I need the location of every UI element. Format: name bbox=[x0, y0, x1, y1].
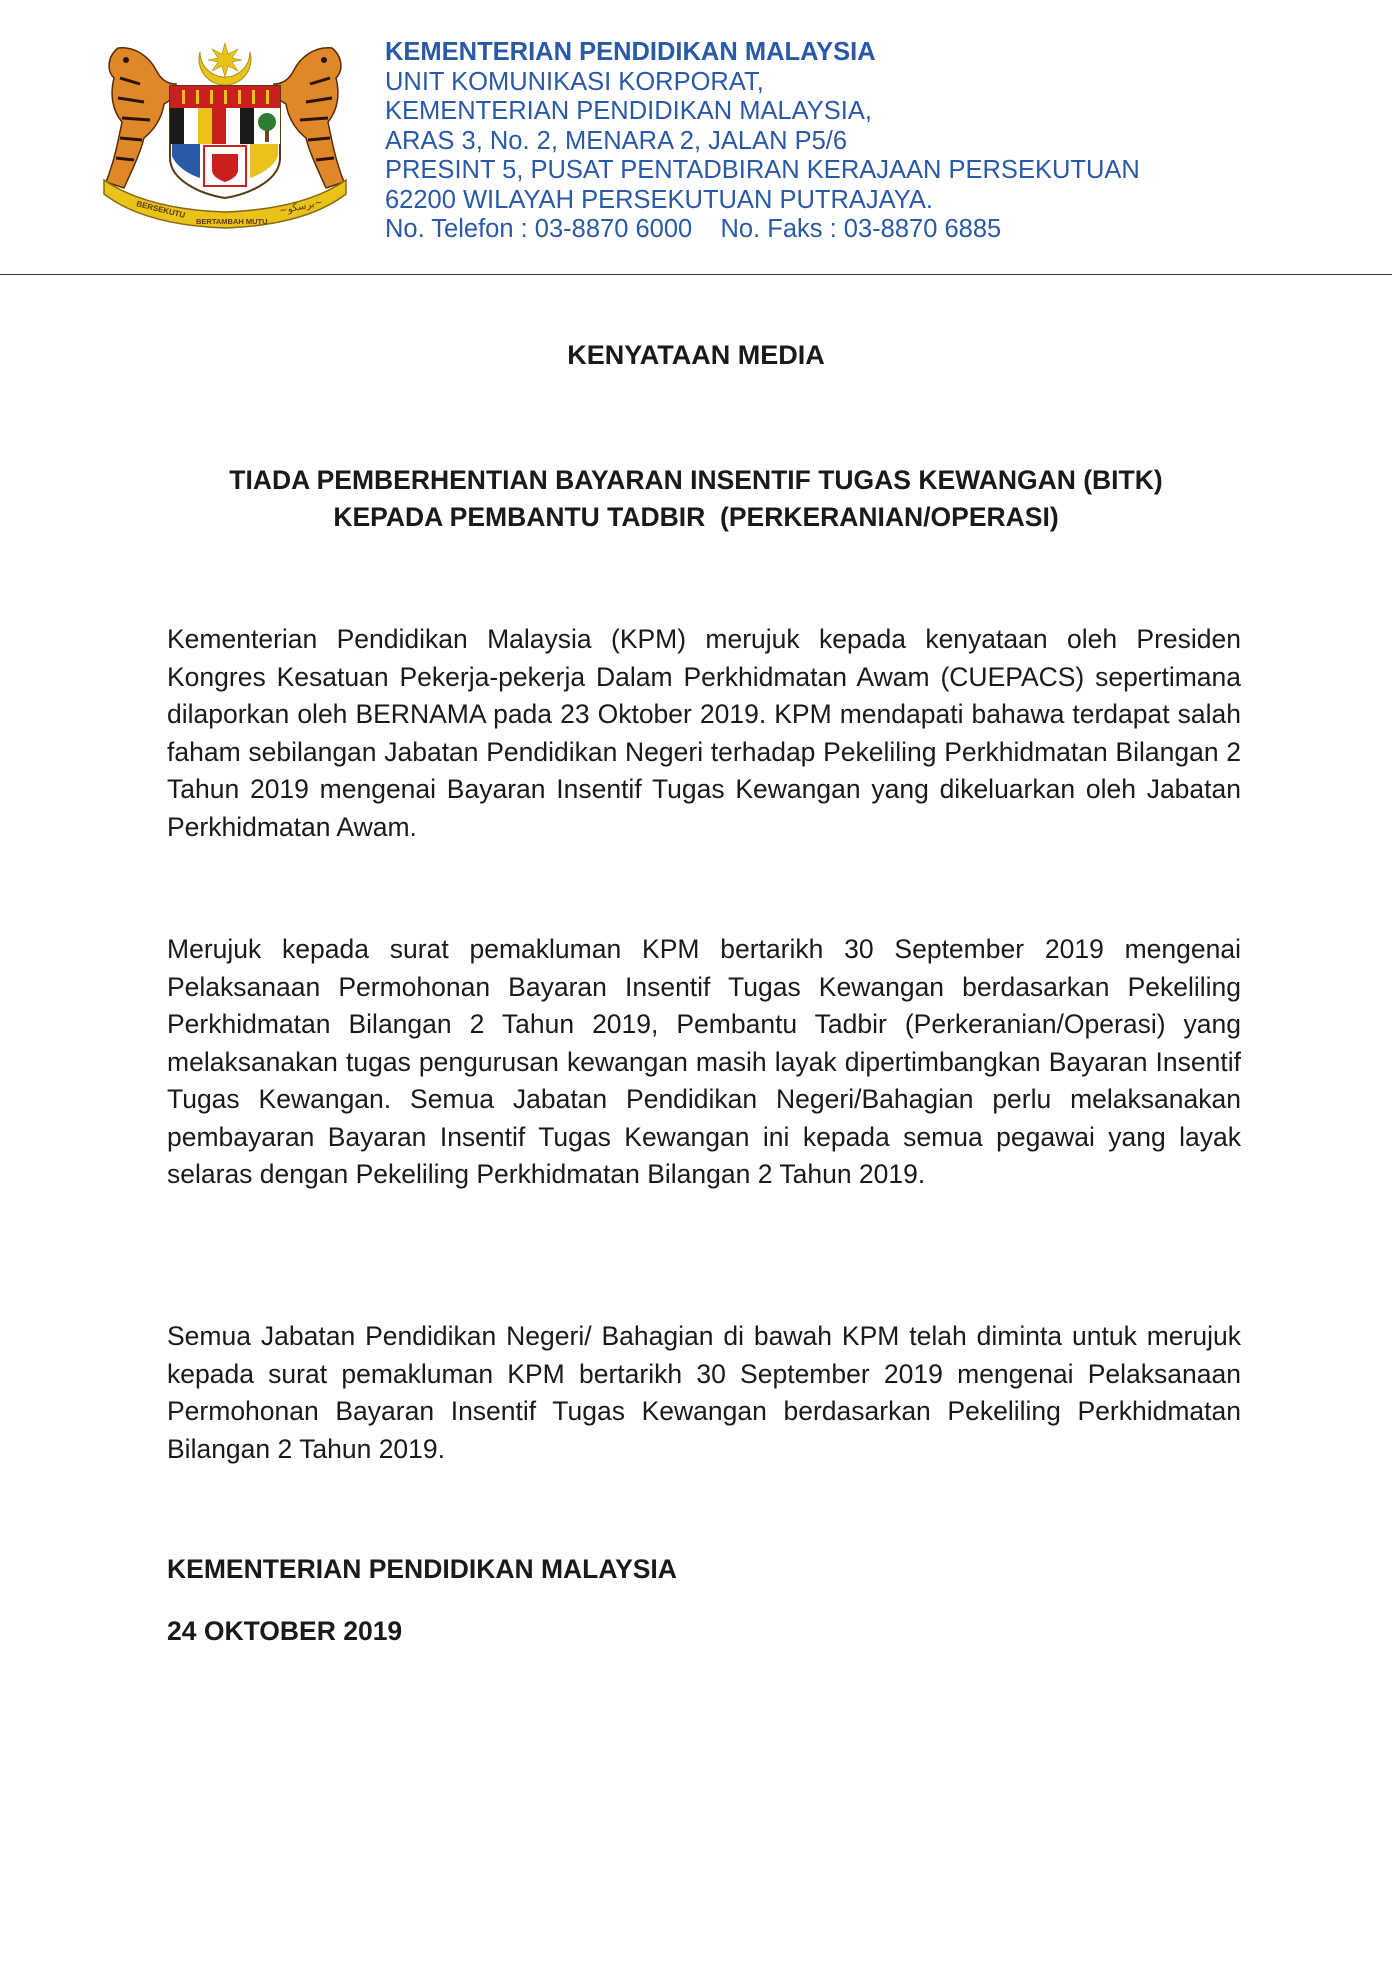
letterhead-line: PRESINT 5, PUSAT PENTADBIRAN KERAJAAN PERSEKUTUAN bbox=[385, 156, 1140, 184]
crest-jawi-motto: ~ﺑﺮﺳﻜﻮ~ bbox=[278, 196, 324, 217]
document-date: 24 OKTOBER 2019 bbox=[167, 1616, 403, 1646]
body-paragraph-1: Kementerian Pendidikan Malaysia (KPM) merujuk kepada kenyataan oleh Presiden Kongres Kesatuan Pekerja-pekerja Dalam Perkhidmatan Awam (CUEPACS) sepertimana dilaporkan oleh BERNAMA pada 23 Oktober 2019. KPM mendapati bahawa terdapat salah faham sebilangan Jabatan Pendidikan Negeri terhadap Pekeliling Perkhidmatan Bilangan 2 Tahun 2019 mengenai Bayaran Insentif Tugas Kewangan yang dikeluarkan oleh Jabatan Perkhidmatan Awam. bbox=[167, 624, 1241, 842]
letterhead-line: ARAS 3, No. 2, MENARA 2, JALAN P5/6 bbox=[385, 126, 848, 155]
crescent-star-icon bbox=[199, 43, 251, 85]
title-line-2: KEPADA PEMBANTU TADBIR (PERKERANIAN/OPERASI) bbox=[333, 502, 1059, 532]
letterhead-divider bbox=[0, 274, 1392, 275]
coat-of-arms-emblem bbox=[100, 38, 350, 230]
signature-org: KEMENTERIAN PENDIDIKAN MALAYSIA bbox=[167, 1554, 677, 1584]
letterhead-line: 62200 WILAYAH PERSEKUTUAN PUTRAJAYA. bbox=[385, 185, 933, 214]
letterhead-contact: No. Telefon : 03-8870 6000 No. Faks : 03-8870 6885 bbox=[385, 215, 1002, 243]
letterhead-line: UNIT KOMUNIKASI KORPORAT, bbox=[385, 67, 764, 96]
crest-motto-left: BERSEKUTU bbox=[135, 199, 186, 220]
document-title bbox=[0, 462, 1392, 536]
right-tiger-icon bbox=[274, 48, 344, 188]
letterhead-org: KEMENTERIAN PENDIDIKAN MALAYSIA bbox=[385, 38, 876, 66]
crest-motto-bottom: BERTAMBAH MUTU bbox=[196, 217, 268, 226]
shield-icon bbox=[170, 86, 280, 198]
body-paragraph-3: Semua Jabatan Pendidikan Negeri/ Bahagian di bawah KPM telah diminta untuk merujuk kepada surat pemakluman KPM bertarikh 30 September 2019 mengenai Pelaksanaan Permohonan Bayaran Insentif Tugas Kewangan berdasarkan Pekeliling Perkhidmatan Bilangan 2 Tahun 2019. bbox=[167, 1321, 1241, 1464]
letterhead-line: KEMENTERIAN PENDIDIKAN MALAYSIA, bbox=[385, 97, 872, 125]
body-paragraph-2: Merujuk kepada surat pemakluman KPM bertarikh 30 September 2019 mengenai Pelaksanaan Permohonan Bayaran Insentif Tugas Kewangan berdasarkan Pekeliling Perkhidmatan Bilangan 2 Tahun 2019, Pembantu Tadbir (Perkeranian/Operasi) yang melaksanakan tugas pengurusan kewangan masih layak dipertimbangkan Bayaran Insentif Tugas Kewangan. Semua Jabatan Pendidikan Negeri/Bahagian perlu melaksanakan pembayaran Bayaran Insentif Tugas Kewangan ini kepada semua pegawai yang layak selaras dengan Pekeliling Perkhidmatan Bilangan 2 Tahun 2019. bbox=[167, 934, 1241, 1189]
title-line-1: TIADA PEMBERHENTIAN BAYARAN INSENTIF TUGAS KEWANGAN (BITK) bbox=[229, 465, 1163, 495]
letterhead bbox=[385, 38, 1345, 245]
document-heading: KENYATAAN MEDIA bbox=[567, 340, 825, 370]
left-tiger-icon bbox=[106, 48, 176, 188]
